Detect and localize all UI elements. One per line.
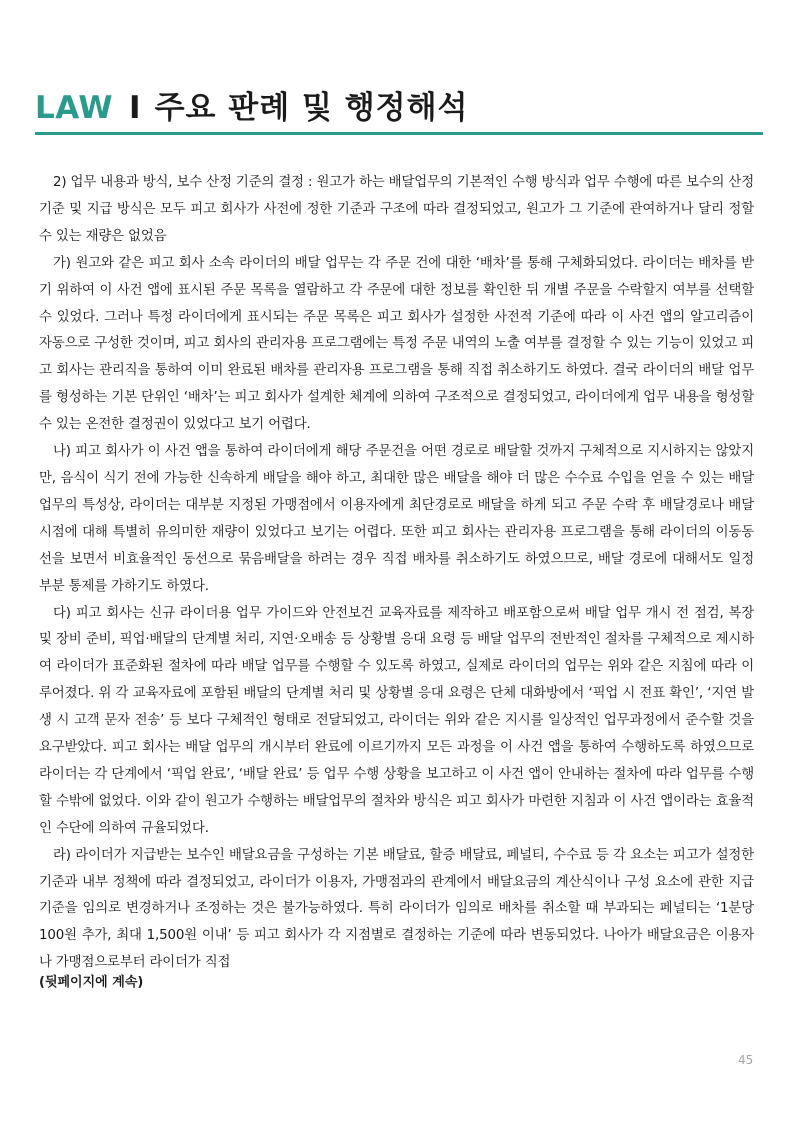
paragraph-ra: 라) 라이더가 지급받는 보수인 배달요금을 구성하는 기본 배달료, 할증 배달료, 페널티, 수수료 등 각 요소는 피고가 설정한 기준과 내부 정책에 따라 결정되었고, 라이더가 이용자, 가맹점과의 관계에서 배달요금의 계산식이나 구성 요소에 관한 지급기준을 임의로 변경하거나 조정하는 것은 불가능하였다. 특히 라이더가 임의로 배차를 취소할 때 부과되는 페널티는 ‘1분당 100원 추가, 최대 1,500원 이내’ 등 피고 회사가 각 지점별로 결정하는 기준에 따라 변동되었다. 나아가 배달요금은 이용자나 가맹점으로부터 라이더가 직접 xyxy=(39,847,754,971)
header-rule xyxy=(35,132,763,135)
document-body xyxy=(39,170,754,993)
page-title xyxy=(35,86,763,130)
page-header xyxy=(35,86,763,135)
page-number: 45 xyxy=(738,1053,754,1067)
paragraph-na: 나) 피고 회사가 이 사건 앱을 통하여 라이더에게 해당 주문건을 어떤 경로로 배달할 것까지 구체적으로 지시하지는 않았지만, 음식이 식기 전에 가능한 신속하게 배달을 해야 하고, 최대한 많은 배달을 해야 더 많은 수수료 수입을 얻을 수 있는 배달업무의 특성상, 라이더는 대부분 지정된 가맹점에서 이용자에게 최단경로로 배달을 하게 되고 주문 수락 후 배달경로나 배달 시점에 대해 특별히 유의미한 재량이 있었다고 보기는 어렵다. 또한 피고 회사는 관리자용 프로그램을 통해 라이더의 이동동선을 보면서 비효율적인 동선으로 묶음배달을 하려는 경우 직접 배차를 취소하기도 하였으므로, 배달 경로에 대해서도 일정 부분 통제를 가하기도 하였다. xyxy=(39,444,754,594)
title-separator: I xyxy=(129,90,141,126)
continuation-note: (뒷페이지에 계속) xyxy=(39,975,144,991)
section-tag: LAW xyxy=(35,90,114,126)
paragraph-ga: 가) 원고와 같은 피고 회사 소속 라이더의 배달 업무는 각 주문 건에 대한 ‘배차’를 통해 구체화되었다. 라이더는 배차를 받기 위하여 이 사건 앱에 표시된 주문 목록을 열람하고 각 주문에 대한 정보를 확인한 뒤 개별 주문을 수락할지 여부를 선택할 수 있었다. 그러나 특정 라이더에게 표시되는 주문 목록은 피고 회사가 설정한 사전적 기준에 따라 이 사건 앱의 알고리즘이 자동으로 구성한 것이며, 피고 회사의 관리자용 프로그램에는 특정 주문 내역의 노출 여부를 결정할 수 있는 기능이 있었고 피고 회사는 관리직을 통하여 이미 완료된 배차를 관리자용 프로그램을 통해 직접 취소하기도 하였다. 결국 라이더의 배달 업무를 형성하는 기본 단위인 ‘배차’는 피고 회사가 설계한 체계에 의하여 구조적으로 결정되었고, 라이더에게 업무 내용을 형성할 수 있는 온전한 결정권이 있었다고 보기 어렵다. xyxy=(39,255,754,433)
paragraph-da: 다) 피고 회사는 신규 라이더용 업무 가이드와 안전보건 교육자료를 제작하고 배포함으로써 배달 업무 개시 전 점검, 복장 및 장비 준비, 픽업·배달의 단계별 처리, 지연·오배송 등 상황별 응대 요령 등 배달 업무의 전반적인 절차를 구체적으로 제시하여 라이더가 표준화된 절차에 따라 배달 업무를 수행할 수 있도록 하였고, 실제로 라이더의 업무는 위와 같은 지침에 따라 이루어졌다. 위 각 교육자료에 포함된 배달의 단계별 처리 및 상황별 응대 요령은 단체 대화방에서 ‘픽업 시 전표 확인’, ‘지연 발생 시 고객 문자 전송’ 등 보다 구체적인 형태로 전달되었고, 라이더는 위와 같은 지시를 일상적인 업무과정에서 준수할 것을 요구받았다. 피고 회사는 배달 업무의 개시부터 완료에 이르기까지 모든 과정을 이 사건 앱을 통하여 수행하도록 하였으므로 라이더는 각 단계에서 ‘픽업 완료’, ‘배달 완료’ 등 업무 수행 상황을 보고하고 이 사건 앱이 안내하는 절차에 따라 업무를 수행할 수밖에 없었다. 이와 같이 원고가 수행하는 배달업무의 절차와 방식은 피고 회사가 마련한 지침과 이 사건 앱이라는 효율적인 수단에 의하여 규율되었다. xyxy=(39,605,754,836)
title-text: 주요 판례 및 행정해석 xyxy=(154,90,469,126)
paragraph-2: 2) 업무 내용과 방식, 보수 산정 기준의 결정 : 원고가 하는 배달업무의 기본적인 수행 방식과 업무 수행에 따른 보수의 산정 기준 및 지급 방식은 모두 피고 회사가 사전에 정한 기준과 구조에 따라 결정되었고, 원고가 그 기준에 관여하거나 달리 정할 수 있는 재량은 없었음 xyxy=(39,175,754,244)
